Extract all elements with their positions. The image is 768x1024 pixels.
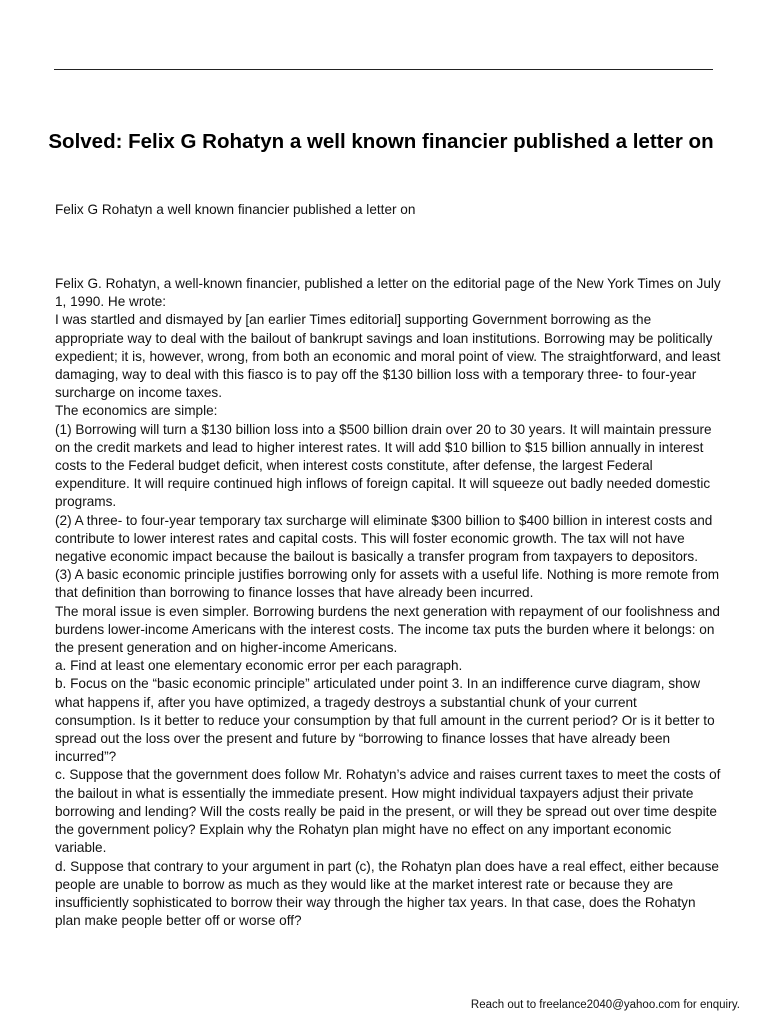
question-a: a. Find at least one elementary economic error per each paragraph.	[55, 658, 463, 674]
header-rule	[54, 69, 713, 70]
body-paragraph-economics-heading: The economics are simple:	[55, 403, 218, 419]
question-b: b. Focus on the “basic economic principle” articulated under point 3. In an indifference curve diagram, show what happens if, after you have optimized, a tragedy destroys a substantial chunk of your current consumption. Is it better to reduce your consumption by that full amount in the current period? Or is it better to spread out the loss over the present and future by “borrowing to finance losses that have already been incurred”?	[55, 676, 715, 765]
body-paragraph-point-2: (2) A three- to four-year temporary tax surcharge will eliminate $300 billion to $400 billion in interest costs and contribute to lower interest rates and capital costs. This will foster economic growth. The tax will not have negative economic impact because the bailout is basically a transfer program from taxpayers to depositors.	[55, 512, 713, 565]
body-paragraph-point-1: (1) Borrowing will turn a $130 billion loss into a $500 billion drain over 20 to 30 years. It will maintain pressure on the credit markets and lead to higher interest rates. It will add $10 billion to $15 billion annually in interest costs to the Federal budget deficit, when interest costs constitute, after defense, the largest Federal expenditure. It will require continued high inflows of foreign capital. It will squeeze out badly needed domestic programs.	[55, 421, 712, 510]
body-paragraph-intro: Felix G. Rohatyn, a well-known financier, published a letter on the editorial page of the New York Times on July 1, 1990. He wrote:	[55, 276, 721, 310]
document-subtitle: Felix G Rohatyn a well known financier published a letter on	[55, 202, 416, 217]
question-d: d. Suppose that contrary to your argument in part (c), the Rohatyn plan does have a real effect, either because people are unable to borrow as much as they would like at the market interest rate or because they are insufficiently sophisticated to borrow their way through the higher tax years. In that case, does the Rohatyn plan make people better off or worse off?	[55, 858, 719, 929]
question-c: c. Suppose that the government does follow Mr. Rohatyn’s advice and raises current taxes to meet the costs of the bailout in what is essentially the immediate present. How might individual taxpayers adjust their private borrowing and lending? Will the costs really be paid in the present, or will they be spread out over time despite the government policy? Explain why the Rohatyn plan might have no effect on any important economic variable.	[55, 767, 721, 856]
document-title: Solved: Felix G Rohatyn a well known financier published a letter on	[48, 130, 714, 153]
document-body	[55, 275, 721, 930]
body-paragraph-point-3: (3) A basic economic principle justifies borrowing only for assets with a useful life. Nothing is more remote from that definition than borrowing to finance losses that have already been incurred.	[55, 567, 720, 601]
body-paragraph-quote: I was startled and dismayed by [an earlier Times editorial] supporting Government borrowing as the appropriate way to deal with the bailout of bankrupt savings and loan institutions. Borrowing may be politically expedient; it is, however, wrong, from both an economic and moral point of view. The straightforward, and least damaging, way to deal with this fiasco is to pay off the $130 billion loss with a temporary three- to four-year surcharge on income taxes.	[55, 312, 721, 401]
body-paragraph-moral-issue: The moral issue is even simpler. Borrowing burdens the next generation with repayment of our foolishness and burdens lower-income Americans with the interest costs. The income tax puts the burden where it belongs: on the present generation and on higher-income Americans.	[55, 603, 720, 656]
footer-contact: Reach out to freelance2040@yahoo.com for enquiry.	[470, 999, 740, 1011]
